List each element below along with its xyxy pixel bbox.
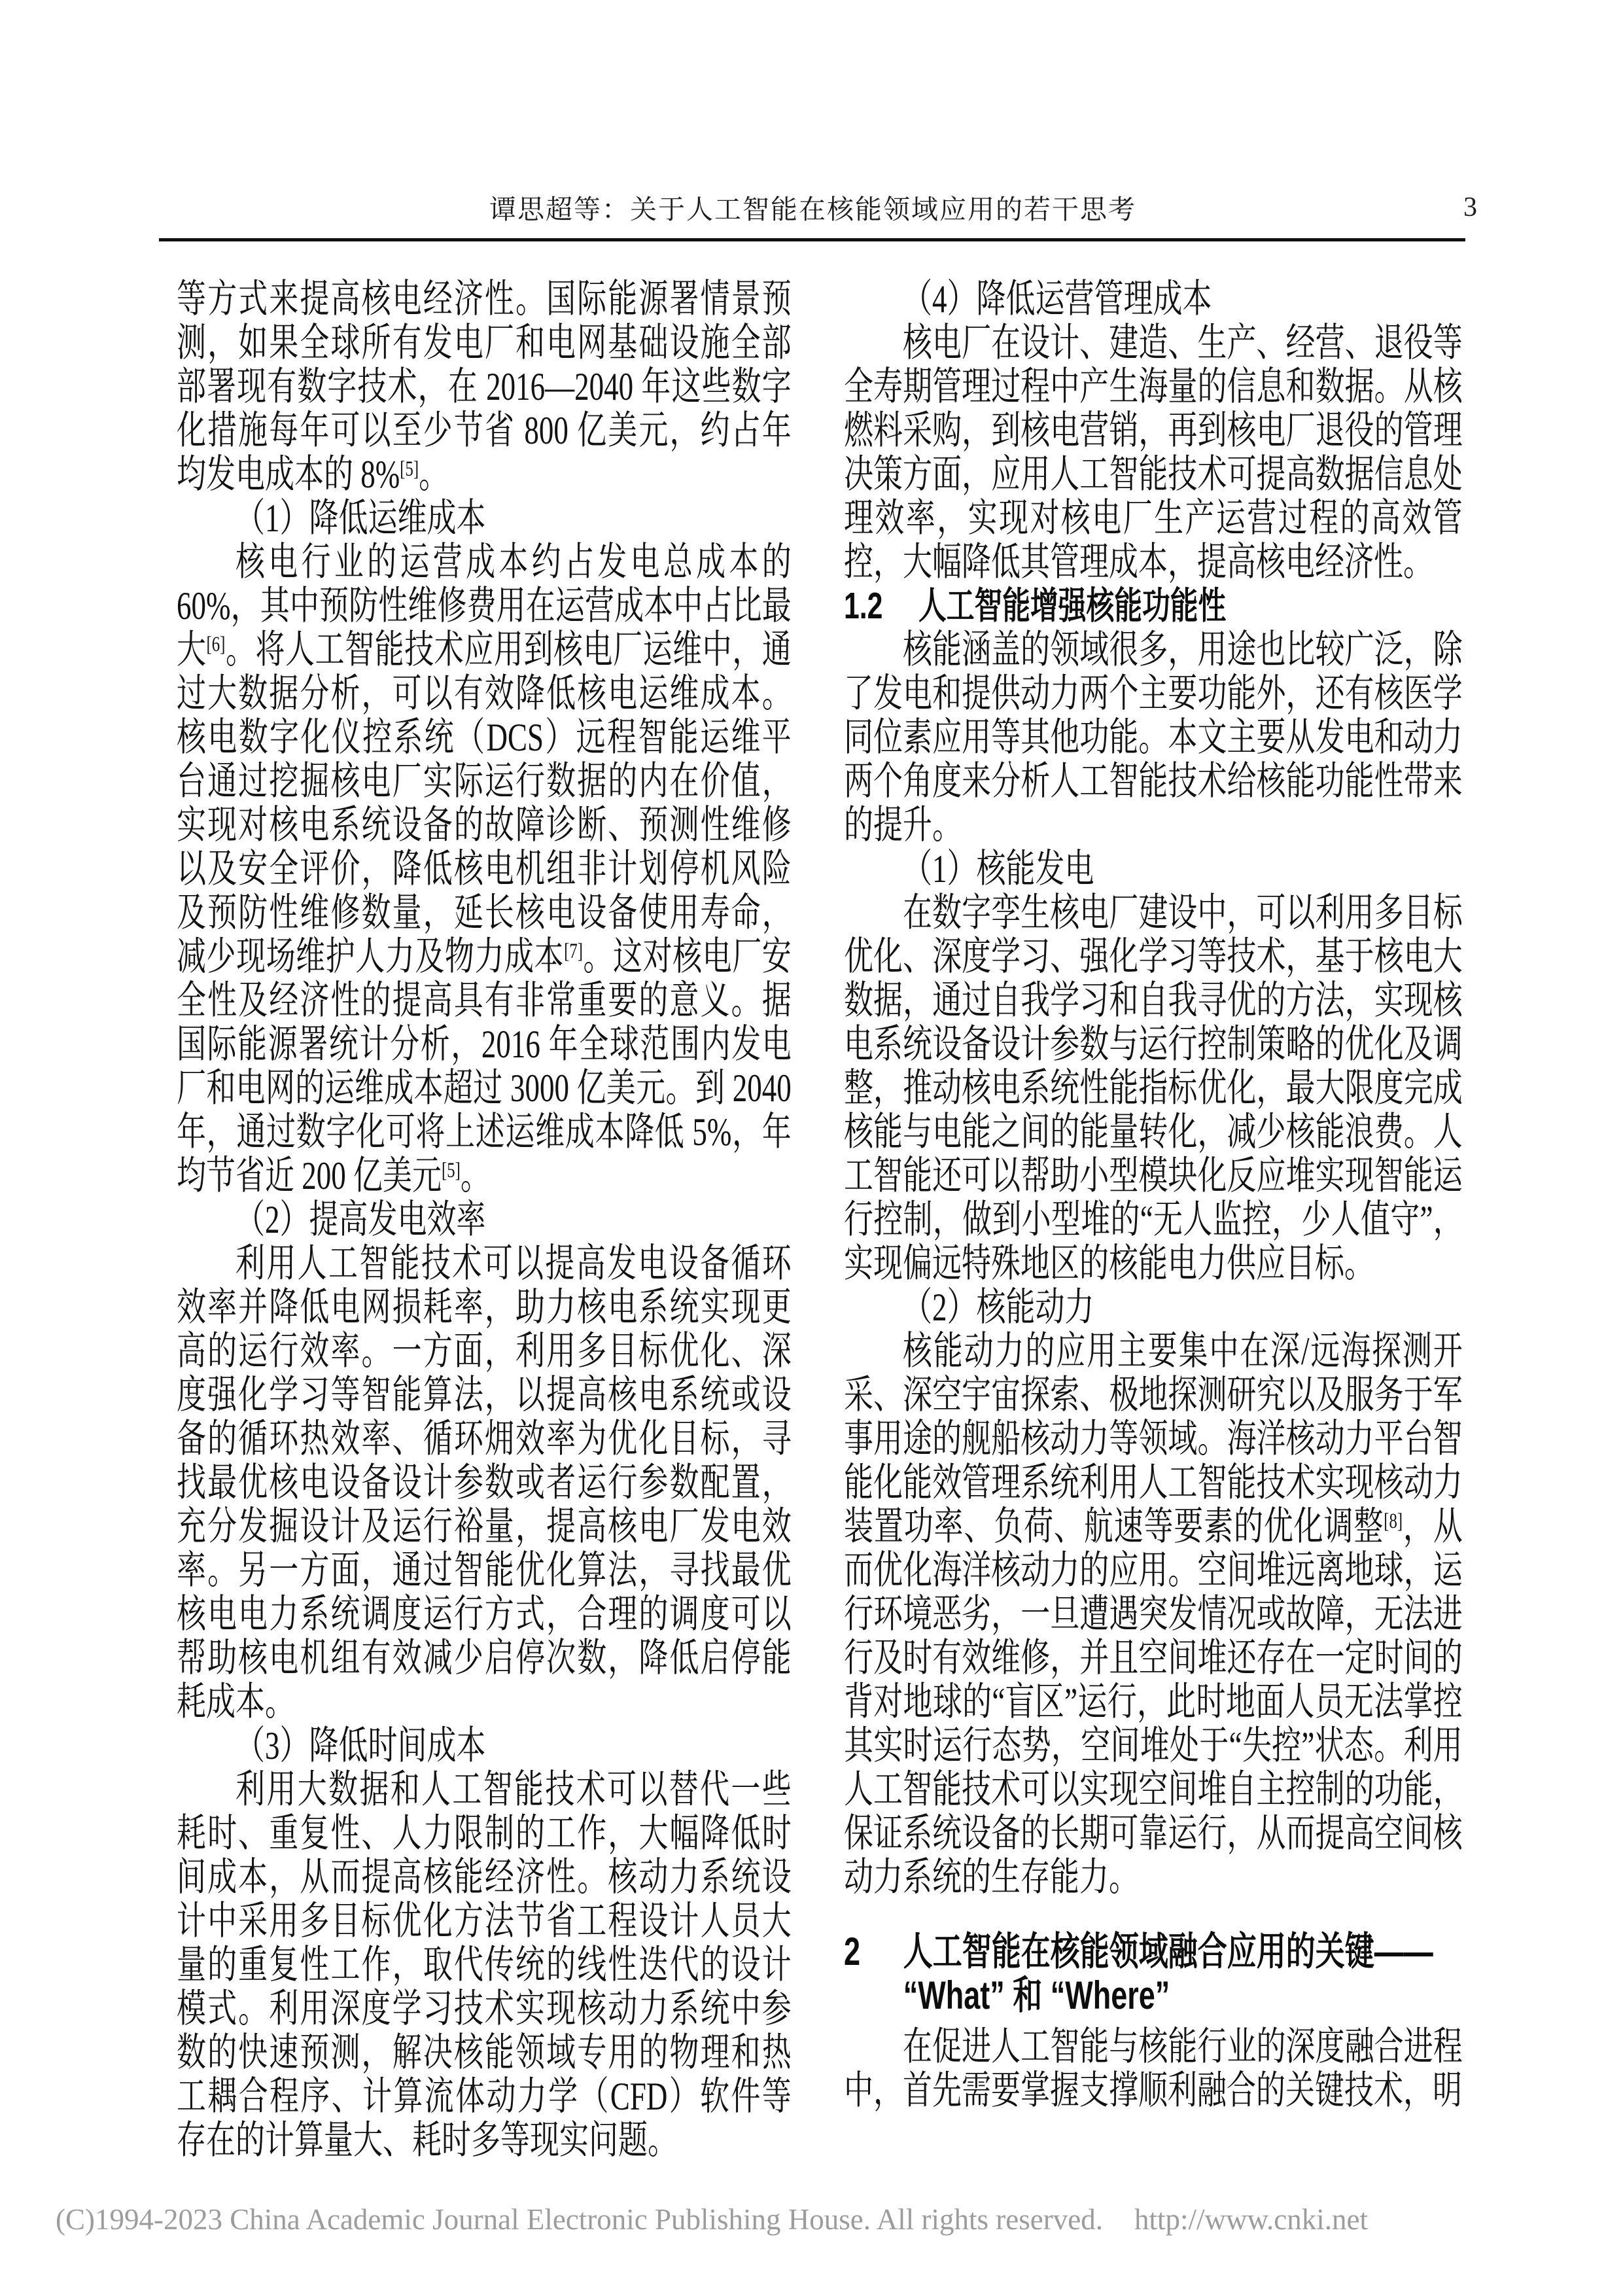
paragraph: （1）降低运维成本 <box>236 497 486 540</box>
section-heading <box>844 1930 1463 2017</box>
header-divider <box>159 238 1465 241</box>
right-column <box>844 277 1463 2113</box>
left-column <box>177 277 792 2163</box>
citation-ref: [7] <box>564 939 583 963</box>
section-title: 人工智能增强核能功能性 <box>918 585 1227 627</box>
left-column-text <box>177 277 792 2163</box>
paragraph: （2）提高发电效率 <box>236 1198 486 1241</box>
page-footer <box>56 2202 1586 2236</box>
right-column-text <box>844 277 1463 2113</box>
paragraph: （2）核能动力 <box>903 1286 1094 1329</box>
paragraph: 利用大数据和人工智能技术可以替代一些耗时、重复性、人力限制的工作，大幅降低时间成本，从而提高核能经济性。核动力系统设计中采用多目标优化方法节省工程设计人员大量的重复性工作，取代传统的线性迭代的设计模式。利用深度学习技术实现核动力系统中参数的快速预测，解决核能领域专用的物理和热工耦合程序、计算流体动力学（CFD）软件等存在的计算量大、耗时多等现实问题。 <box>177 1768 792 2162</box>
copyright-notice: (C)1994-2023 China Academic Journal Electronic Publishing House. All rights reserved. <box>56 2203 1103 2236</box>
paragraph: 核电厂在设计、建造、生产、经营、退役等全寿期管理过程中产生海量的信息和数据。从核燃料采购，到核电营销，再到核电厂退役的管理决策方面，应用人工智能技术可提高数据信息处理效率，实现对核电厂生产运营过程的高效管控，大幅降低其管理成本，提高核电经济性。 <box>844 321 1463 584</box>
citation-ref: [5] <box>442 1158 461 1182</box>
section-number: 2 <box>844 1930 861 1973</box>
paragraph: （3）降低时间成本 <box>236 1724 486 1767</box>
paragraph: （4）降低运营管理成本 <box>903 277 1212 321</box>
paragraph: 核能动力的应用主要集中在深/远海探测开采、深空宇宙探索、极地探测研究以及服务于军事用途的舰船核动力等领域。海洋核动力平台智能化能效管理系统利用人工智能技术实现核动力装置功率、负荷、航速等要素的优化调整[8]，从而优化海洋核动力的应用。空间堆远离地球，运行环境恶劣，一旦遭遇突发情况或故障，无法进行及时有效维修，并且空间堆还存在一定时间的背对地球的“盲区”运行，此时地面人员无法掌控其实时运行态势，空间堆处于“失控”状态。利用人工智能技术可以实现空间堆自主控制的功能，保证系统设备的长期可靠运行，从而提高空间核动力系统的生存能力。 <box>844 1330 1463 1899</box>
paragraph: 利用人工智能技术可以提高发电设备循环效率并降低电网损耗率，助力核电系统实现更高的运行效率。一方面，利用多目标优化、深度强化学习等智能算法，以提高核电系统或设备的循环热效率、循环㶲效率为优化目标，寻找最优核电设备设计参数或者运行参数配置，充分发掘设计及运行裕量，提高核电厂发电效率。另一方面，通过智能优化算法，寻找最优核电电力系统调度运行方式，合理的调度可以帮助核电机组有效减少启停次数，降低启停能耗成本。 <box>177 1242 792 1723</box>
paragraph: 在数字孪生核电厂建设中，可以利用多目标优化、深度学习、强化学习等技术，基于核电大数据，通过自我学习和自我寻优的方法，实现核电系统设备设计参数与运行控制策略的优化及调整，推动核电系统性能指标优化，最大限度完成核能与电能之间的能量转化，减少核能浪费。人工智能还可以帮助小型模块化反应堆实现智能运行控制，做到小型堆的“无人监控，少人值守”，实现偏远特殊地区的核能电力供应目标。 <box>844 891 1463 1285</box>
citation-ref: [8] <box>1384 1509 1403 1533</box>
paragraph: 在促进人工智能与核能行业的深度融合进程中，首先需要掌握支撑顺利融合的关键技术，明 <box>844 2025 1463 2112</box>
cnki-url: http://www.cnki.net <box>1134 2203 1368 2236</box>
paragraph: 核能涵盖的领域很多，用途也比较广泛，除了发电和提供动力两个主要功能外，还有核医学同位素应用等其他功能。本文主要从发电和动力两个角度来分析人工智能技术给核能功能性带来的提升。 <box>844 628 1463 847</box>
paragraph: （1）核能发电 <box>903 847 1094 891</box>
paragraph: 等方式来提高核电经济性。国际能源署情景预测，如果全球所有发电厂和电网基础设施全部部署现有数字技术，在 2016—2040 年这些数字化措施每年可以至少节省 800 亿美元，约占年均发电成本的 8%[5]。 <box>177 277 792 496</box>
paragraph: 核电行业的运营成本约占发电总成本的 60%，其中预防性维修费用在运营成本中占比最大[6]。将人工智能技术应用到核电厂运维中，通过大数据分析，可以有效降低核电运维成本。核电数字化仪控系统（DCS）远程智能运维平台通过挖掘核电厂实际运行数据的内在价值，实现对核电系统设备的故障诊断、预测性维修以及安全评价，降低核电机组非计划停机风险及预防性维修数量，延长核电设备使用寿命，减少现场维护人力及物力成本[7]。这对核电厂安全性及经济性的提高具有非常重要的意义。据国际能源署统计分析，2016 年全球范围内发电厂和电网的运维成本超过 3000 亿美元。到 2040 年，通过数字化可将上述运维成本降低 5%，年均节省近 200 亿美元[5]。 <box>177 540 792 1197</box>
section-number: 1.2 <box>844 585 883 627</box>
citation-ref: [5] <box>400 457 419 481</box>
running-title: 谭思超等：关于人工智能在核能领域应用的若干思考 <box>489 194 1136 224</box>
citation-ref: [6] <box>206 632 226 656</box>
section-title: 人工智能在核能领域融合应用的关键—— “What” 和 “Where” <box>903 1930 1433 2017</box>
page-number: 3 <box>1463 192 1477 222</box>
section-heading <box>844 584 1463 628</box>
